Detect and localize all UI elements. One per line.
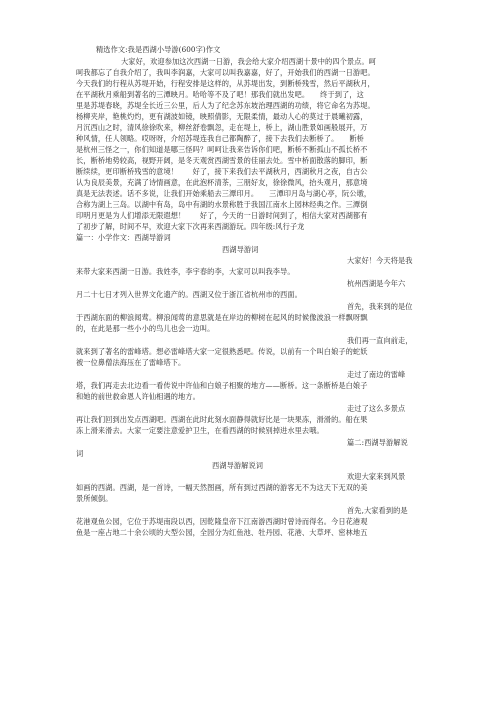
- paragraph-line: 再让我们回到出发点西湖吧。西湖在此时此刻水面静得就好比是一块果冻，滑滑的。船在果: [76, 415, 368, 424]
- paragraph-line: 大家好！今天将是我: [347, 256, 413, 265]
- paragraph-line: 走过了这么多景点: [347, 404, 406, 413]
- paragraph-line: 冻上滑来滑去。大家一定要注意爱护卫生，在看西湖的时候别掉进水里去哦。: [76, 426, 324, 435]
- paragraph-line: 呵我都忘了自我介绍了，我叫李润嘉，大家可以叫我嘉嘉，好了，开始我们的西湖一日游吧。: [76, 68, 375, 77]
- paragraph-line: 欢迎大家来到风景: [347, 472, 406, 481]
- paragraph-line: 了初步了解，时间不早，欢迎大家下次再来西湖游玩。四年级:风行子龙: [76, 222, 305, 231]
- paragraph-line: 真是无法表述。话不多说，让我们开始乘船去三潭印月。 三潭印月岛与湖心亭，阮公墩，: [76, 189, 372, 198]
- paragraph-line: 鱼是一座占地二十余公顷的大型公园，全园分为红鱼池、牡丹园、花港、大草坪、密林地五: [76, 528, 368, 537]
- essay-one-title: 精选作文:我是西湖小导游(600字)作文: [96, 45, 221, 54]
- paragraph-line: 和她的前世救命恩人许仙相遇的地方。: [76, 392, 200, 401]
- paragraph-line: 花港观鱼公园，它位于苏堤南段以西，因乾隆皇帝下江南游西湖时曾诗而得名。今日花港观: [76, 517, 368, 526]
- paragraph-line: 今天我们的行程从苏堤开始，行程安排是这样的，从苏堤出发，到断桥残雪，然后平湖秋月，: [76, 79, 375, 88]
- paragraph-line: 大家好，欢迎参加这次西湖一日游，我会给大家介绍西湖十景中的四个景点。呵: [121, 57, 377, 66]
- paragraph-line: 就来到了著名的雷峰塔。想必雷峰塔大家一定很熟悉吧。传说，以前有一个叫白娘子的蛇妖: [76, 347, 368, 356]
- paragraph-line: 首先，我来到的是位: [347, 302, 413, 311]
- paragraph-line: 如画的西湖。西湖，是一首诗，一幅天然图画，所有到过西湖的游客无不为这天下无双的美: [76, 483, 368, 492]
- paragraph-line: 是杭州三怪之一，你们知道是哪三怪吗？呵呵让我来告诉你们吧，断桥不断孤山不孤长桥不: [76, 145, 368, 154]
- paragraph-line: 首先,大家看到的是: [347, 506, 408, 515]
- section-heading-continued: 词: [76, 449, 84, 458]
- paragraph-line: 在平湖秋月乘船到著名的三潭映月。哈哈等不及了吧！那我们就出发吧。 终于到了，这: [76, 90, 364, 99]
- paragraph-line: 走过了南边的雷峰: [347, 370, 406, 379]
- paragraph-line: 月沉西山之时，清风徐徐吹来，柳丝舒卷飘忽，走在堤上，桥上，湖山胜景如画般展开，万: [76, 123, 368, 132]
- paragraph-line: 被一位鼻僧法海压在了雷峰塔下。: [76, 358, 186, 367]
- paragraph-line: 断续续，更印断桥残雪的意境！ 好了，接下来我们去平湖秋月，西湖秋月之夜，自古公: [76, 167, 368, 176]
- paragraph-line: 于西湖东面的柳浪闻莺。柳浪闻莺的意思就是在岸边的柳树在起风的时候像波浪一样飘呀飘: [76, 313, 368, 322]
- paragraph-line: 来带大家来西湖一日游。我姓李，李宇春的李，大家可以叫我李导。: [76, 267, 295, 276]
- paragraph-line: 里是苏堤春晓，苏堤全长近三公里，后人为了纪念苏东坡治理西湖的功绩，将它命名为苏堤。: [76, 101, 375, 110]
- paragraph-line: 塔，我们再走去北边看一看传说中许仙和白娘子相聚的地方——断桥。这一条断桥是白娘子: [76, 381, 368, 390]
- paragraph-line: 印明月更是为人们增添无限遐想！ 好了，今天的一日游时间到了，相信大家对西湖都有: [76, 211, 368, 220]
- paragraph-line: 杭州西湖是今年六: [347, 279, 406, 288]
- section-heading: 篇二:西湖导游解说: [347, 438, 408, 447]
- paragraph-line: 的，在此是那一些小小的鸟儿也会一边叫。: [76, 324, 215, 333]
- paragraph-line: 长，断桥地势较高，视野开阔，是冬天观赏西湖雪景的佳丽去处。雪中桥面散落的脚印，断: [76, 156, 368, 165]
- section-heading: 篇一：小学作文：西湖导游词: [76, 233, 171, 242]
- essay-two-title: 西湖导游词: [222, 245, 259, 254]
- paragraph-line: 月二十七日才列入世界文化遗产的。西湖又位于浙江省杭州市的西面。: [76, 290, 302, 299]
- paragraph-line: 我们再一直向前走，: [347, 336, 413, 345]
- paragraph-line: 杨柳夹岸，艳桃灼灼，更有湖波如镜，映照倩影，无限柔情，最动人心的莫过于晨曦初露，: [76, 112, 368, 121]
- essay-three-title: 西湖导游解说词: [212, 461, 264, 470]
- paragraph-line: 种风情，任人领略。哎呀呀，介绍苏堤连我自己都陶醉了，接下去我们去断桥了。 断桥: [76, 134, 364, 143]
- paragraph-line: 景所倾倒。: [76, 494, 113, 503]
- paragraph-line: 认为良辰美景，充满了诗情画意，在此泡杯清茶，三朋好友，徐徐微风，抬头观月，那意境: [76, 178, 368, 187]
- paragraph-line: 合称为湖上三岛。以湖中有岛，岛中有湖的水景称胜于我国江南水上园林经典之作。三潭倒: [76, 200, 368, 209]
